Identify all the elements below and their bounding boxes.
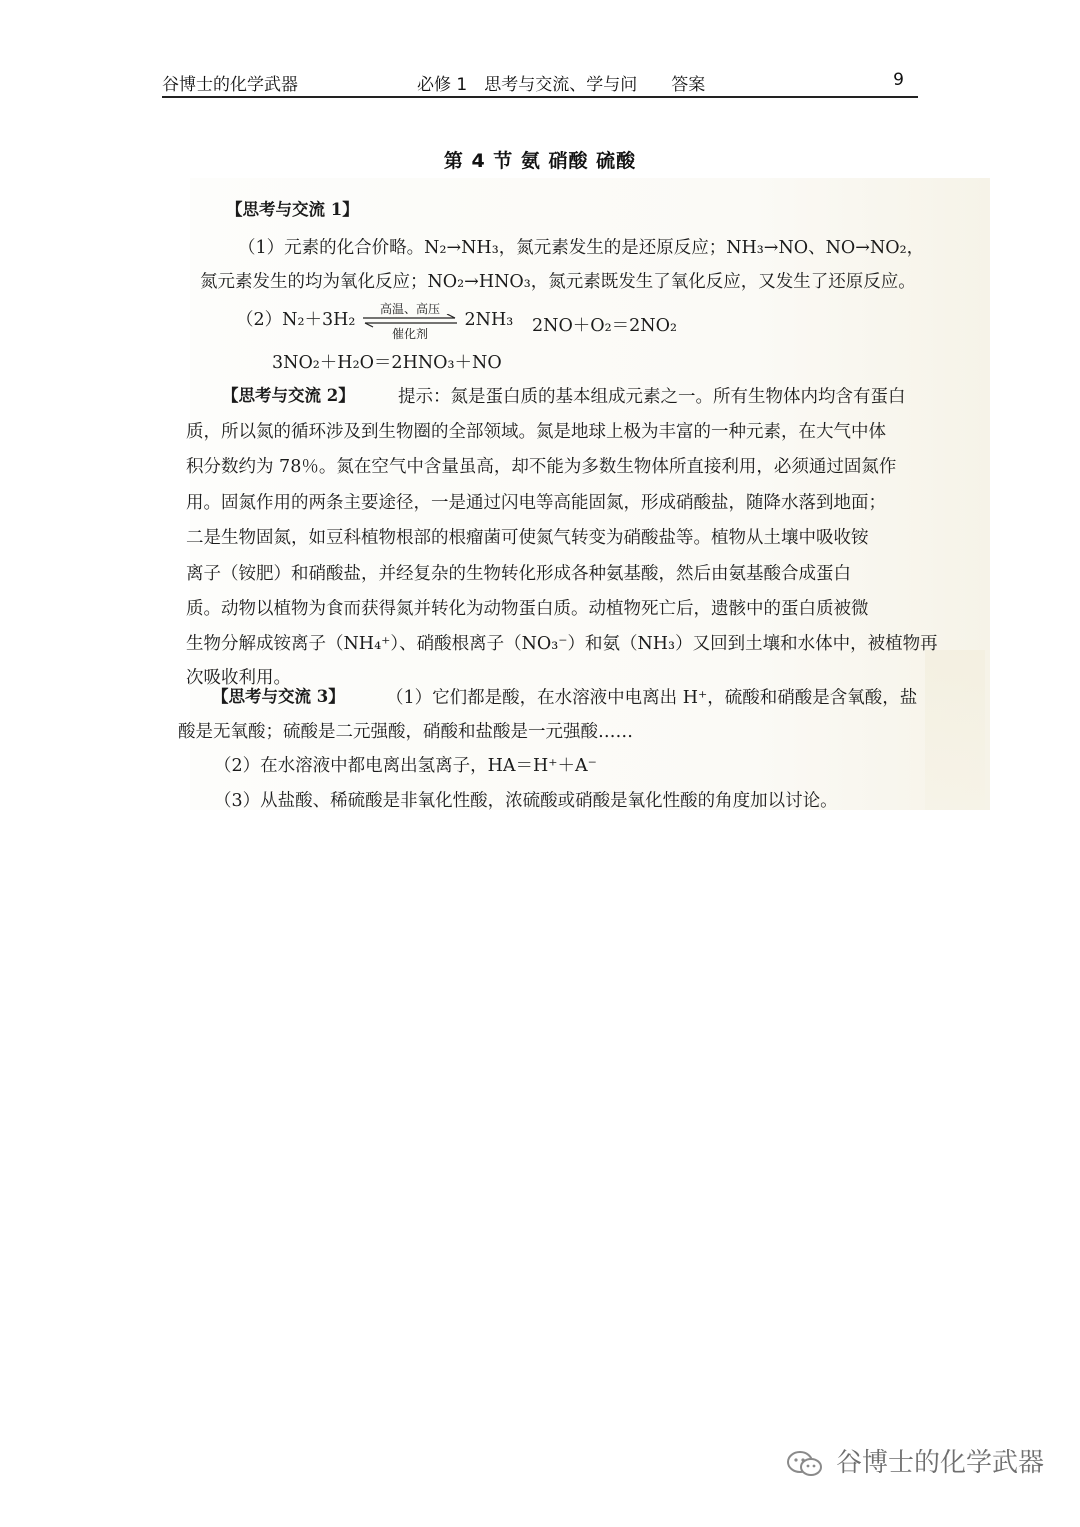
section1-equation3: 3NO₂＋H₂O＝2HNO₃＋NO — [272, 353, 502, 373]
section3-line3: （2）在水溶液中都电离出氢离子，HA＝H⁺＋A⁻ — [214, 756, 597, 776]
section2-line: 积分数约为 78％。氮在空气中含量虽高，却不能为多数生物体所直接利用，必须通过固氮作 — [186, 457, 897, 477]
scan-shadow — [925, 650, 985, 810]
section2-line: 次吸收利用。 — [186, 668, 291, 688]
section3-line2: 酸是无氧酸；硫酸是二元强酸，硝酸和盐酸是一元强酸…… — [178, 722, 633, 742]
wechat-icon — [786, 1450, 824, 1478]
section1-heading: 【思考与交流 1】 — [226, 200, 359, 219]
section1-equation2: 2NO＋O₂＝2NO₂ — [532, 316, 677, 336]
watermark-text: 谷博士的化学武器 — [835, 1448, 1044, 1478]
section2-heading: 【思考与交流 2】 — [222, 386, 355, 405]
section2-line: 二是生物固氮，如豆科植物根部的根瘤菌可使氮气转变为硝酸盐等。植物从土壤中吸收铵 — [186, 528, 869, 548]
reversible-arrow — [361, 301, 459, 341]
section3-line1: （1）它们都是酸，在水溶液中电离出 H⁺，硫酸和硝酸是含氧酸，盐 — [386, 688, 918, 708]
section3-line4: （3）从盐酸、稀硫酸是非氧化性酸，浓硫酸或硝酸是氧化性酸的角度加以讨论。 — [214, 791, 838, 811]
page-header — [162, 68, 918, 98]
eq1-product: 2NH₃ — [464, 310, 514, 330]
eq1-condition-top: 高温、高压 — [379, 301, 440, 316]
section2-line: 用。固氮作用的两条主要途径，一是通过闪电等高能固氮，形成硝酸盐，随降水落到地面； — [186, 493, 886, 513]
eq1-condition-bottom: 催化剂 — [391, 326, 428, 341]
section1-line2: 氮元素发生的均为氧化反应；NO₂→HNO₃，氮元素既发生了氧化反应，又发生了还原反应。 — [200, 272, 916, 292]
section-title: 第 4 节 氨 硝酸 硫酸 — [443, 150, 637, 172]
section2-line: 生物分解成铵离子（NH₄⁺）、硝酸根离子（NO₃⁻）和氨（NH₃）又回到土壤和水体中，被植物再 — [186, 634, 938, 654]
section2-line: 质，所以氮的循环涉及到生物圈的全部领域。氮是地球上极为丰富的一种元素，在大气中体 — [186, 422, 886, 442]
eq1-reactants: （2）N₂＋3H₂ — [236, 310, 356, 330]
watermark — [786, 1442, 1044, 1479]
section3-heading: 【思考与交流 3】 — [212, 687, 345, 706]
page-number: 9 — [893, 70, 904, 90]
header-title: 必修 1 思考与交流、学与问 答案 — [417, 75, 706, 95]
section1-equation1 — [236, 301, 514, 341]
section2-line: 质。动物以植物为食而获得氮并转化为动物蛋白质。动植物死亡后，遗骸中的蛋白质被微 — [186, 599, 869, 619]
section2-line: 提示：氮是蛋白质的基本组成元素之一。所有生物体内均含有蛋白 — [398, 387, 906, 407]
section1-line1: （1）元素的化合价略。N₂→NH₃，氮元素发生的是还原反应；NH₃→NO、NO→NO₂， — [238, 238, 925, 258]
section2-line: 离子（铵肥）和硝酸盐，并经复杂的生物转化形成各种氨基酸，然后由氨基酸合成蛋白 — [186, 564, 851, 584]
header-source: 谷博士的化学武器 — [162, 75, 298, 95]
